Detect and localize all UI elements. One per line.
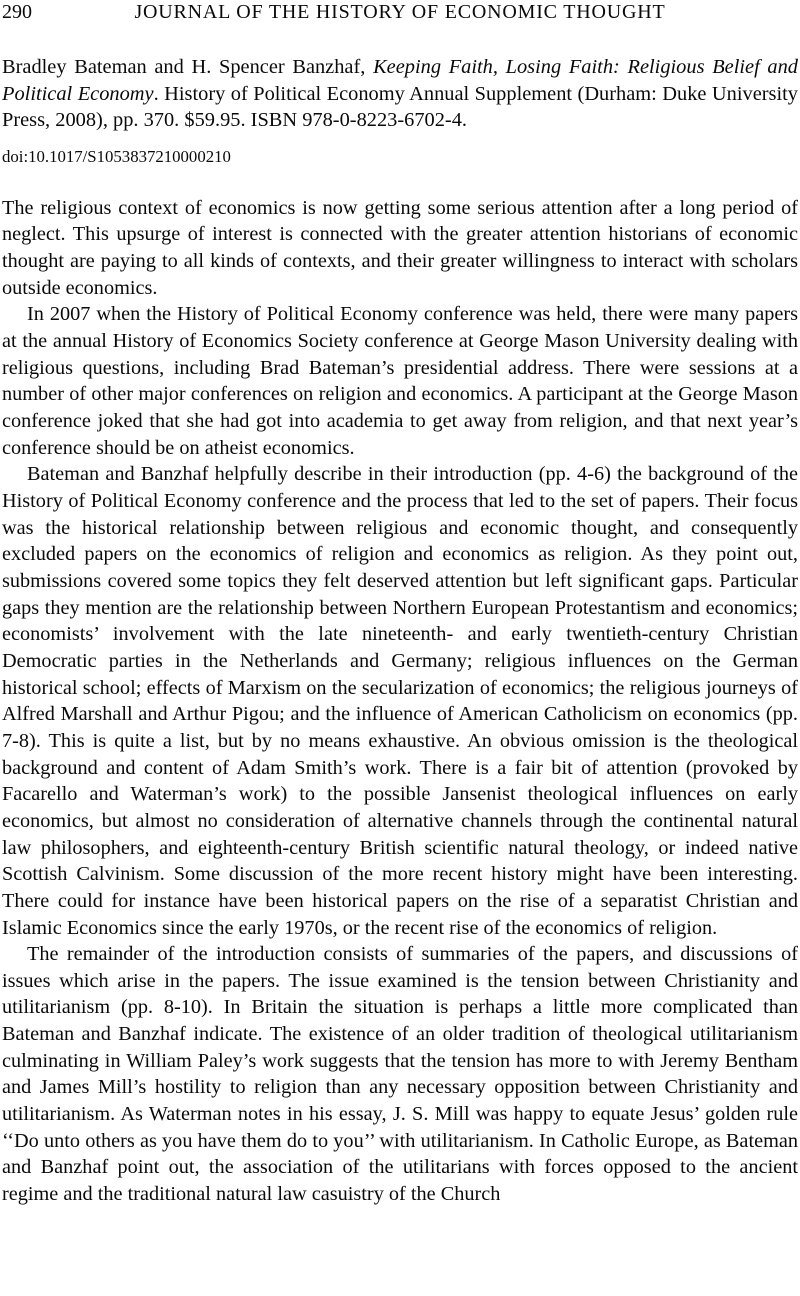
review-paragraph: In 2007 when the History of Political Economy conference was held, there were many papers at the annual History of Economics Society conference at George Mason University dealing with religious questions, including Brad Bateman’s presidential address. There were sessions at a number of other major conferences on religion and economics. A participant at the George Mason conference joked that she had got into academia to get away from religion, and that next year’s conference should be on atheist economics. [2, 303, 798, 459]
page-number: 290 [2, 1, 32, 23]
citation-book-title: Keeping Faith, Losing Faith: Religious Belief and Political Economy [2, 56, 799, 105]
doi: doi:10.1017/S1053837210000210 [2, 146, 231, 166]
review-paragraph: The religious context of economics is now getting some serious attention after a long period of neglect. This upsurge of interest is connected with the greater attention historians of economic thought are paying to all kinds of contexts, and their greater willingness to interact with scholars outside economics. [2, 196, 798, 299]
review-body [2, 195, 798, 1208]
running-header [2, 1, 798, 25]
citation-authors: Bradley Bateman and H. Spencer Banzhaf, [2, 56, 374, 78]
journal-running-title: JOURNAL OF THE HISTORY OF ECONOMIC THOUGHT [134, 1, 666, 23]
book-citation [2, 54, 798, 134]
citation-publication-info: . History of Political Economy Annual Supplement (Durham: Duke University Press, 2008), pp. 370. $59.95. ISBN 978-0-8223-6702-4. [2, 82, 798, 132]
review-paragraph: Bateman and Banzhaf helpfully describe in their introduction (pp. 4-6) the background of the History of Political Economy conference and the process that led to the set of papers. Their focus was the historical relationship between religious and economic thought, and consequently excluded papers on the economics of religion and economics as religion. As they point out, submissions covered some topics they felt deserved attention but left significant gaps. Particular gaps they mention are the relationship between Northern European Protestantism and economics; economists’ involvement with the late nineteenth- and early twentieth-century Christian Democratic parties in the Netherlands and Germany; religious influences on the German historical school; effects of Marxism on the secularization of economics; the religious journeys of Alfred Marshall and Arthur Pigou; and the influence of American Catholicism on economics (pp. 7-8). This is quite a list, but by no means exhaustive. An obvious omission is the theological background and content of Adam Smith’s work. There is a fair bit of attention (provoked by Facarello and Waterman’s work) to the possible Jansenist theological influences on early economics, but almost no consideration of alternative channels through the continental natural law philosophers, and eighteenth-century British scientific natural theology, or indeed native Scottish Calvinism. Some discussion of the more recent history might have been interesting. There could for instance have been historical papers on the rise of a separatist Christian and Islamic Economics since the early 1970s, or the recent rise of the economics of religion. [2, 463, 798, 939]
review-paragraph: The remainder of the introduction consists of summaries of the papers, and discussions of issues which arise in the papers. The issue examined is the tension between Christianity and utilitarianism (pp. 8-10). In Britain the situation is perhaps a little more complicated than Bateman and Banzhaf indicate. The existence of an older tradition of theological utilitarianism culminating in William Paley’s work suggests that the tension has more to with Jeremy Bentham and James Mill’s hostility to religion than any necessary opposition between Christianity and utilitarianism. As Waterman notes in his essay, J. S. Mill was happy to equate Jesus’ golden rule ‘‘Do unto others as you have them do to you’’ with utilitarianism. In Catholic Europe, as Bateman and Banzhaf point out, the association of the utilitarians with forces opposed to the ancient regime and the traditional natural law casuistry of the Church [2, 943, 798, 1206]
